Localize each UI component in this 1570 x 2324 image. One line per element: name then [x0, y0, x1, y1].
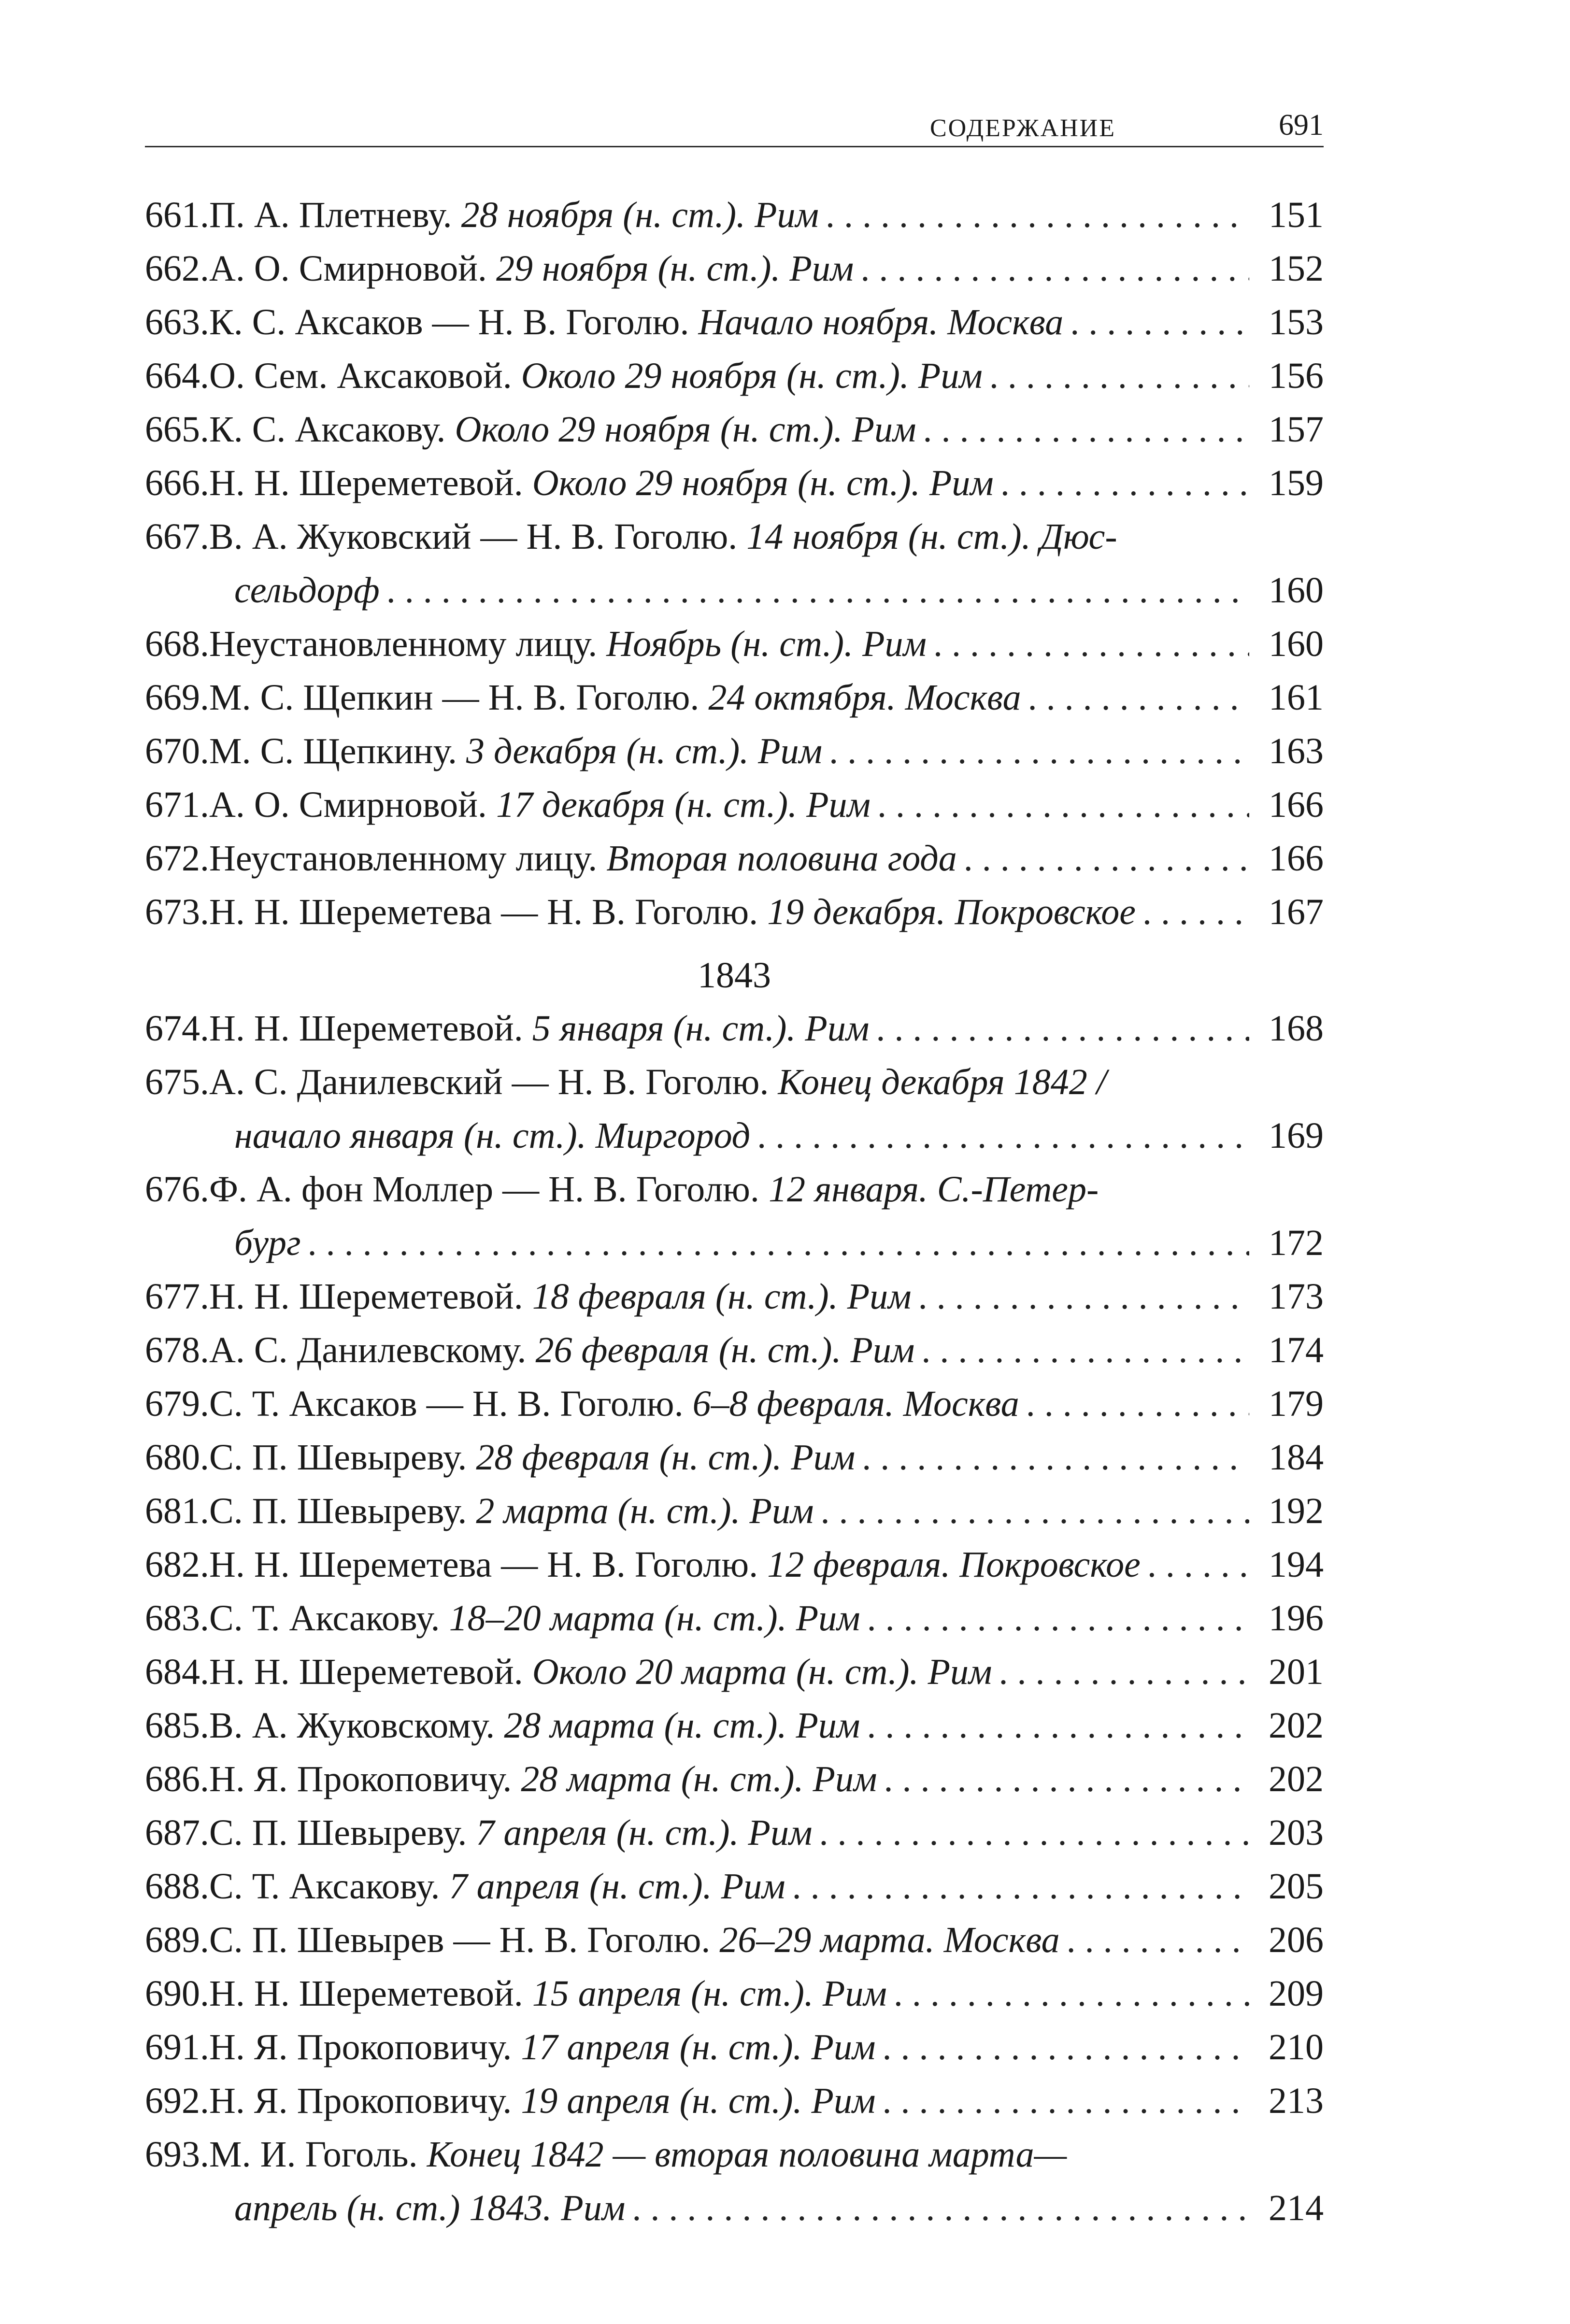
toc-line: [145, 2074, 1324, 2128]
entry-number: 671.: [145, 784, 209, 825]
toc-line: [145, 1377, 1324, 1431]
entry-title: [209, 832, 957, 885]
entry-title: [209, 1753, 877, 1806]
dot-leader: [826, 188, 1249, 242]
toc-line: [145, 510, 1324, 564]
entry-correspondent: В. А. Жуковский — Н. В. Гоголю.: [209, 516, 738, 557]
entry-number: 664.: [145, 356, 209, 396]
table-of-contents: [145, 188, 1324, 2235]
entry-title: [209, 1484, 814, 1538]
entry-date-place: Конец 1842 — вторая половина марта—: [427, 2134, 1067, 2175]
entry-number: 689.: [145, 1920, 209, 1960]
entry-correspondent: Н. Н. Шереметевой.: [209, 1973, 523, 2014]
dot-leader: [921, 1324, 1249, 1377]
toc-line-continuation: [145, 564, 1324, 617]
entry-correspondent: М. С. Щепкин — Н. В. Гоголю.: [209, 677, 699, 718]
entry-title: [209, 349, 983, 403]
dot-leader: [308, 1216, 1249, 1270]
entry-number: 672.: [145, 838, 209, 879]
toc-line: [145, 403, 1324, 456]
entry-title: [209, 456, 994, 510]
entry-date-place-continuation: апрель (н. ст.) 1843. Рим: [234, 2188, 626, 2228]
entry-page: 167: [1269, 892, 1324, 932]
entry-title: [209, 1860, 785, 1913]
entry-title: [209, 510, 1117, 564]
toc-line: [145, 1699, 1324, 1753]
toc-entry: [145, 2074, 1324, 2128]
entry-date-place-continuation: сельдорф: [234, 570, 380, 611]
entry-date-place: 28 марта (н. ст.). Рим: [521, 1759, 877, 1799]
entry-date-place: 19 апреля (н. ст.). Рим: [521, 2081, 876, 2121]
dot-leader: [862, 1431, 1249, 1484]
toc-line: [145, 1002, 1324, 1055]
entry-page: 157: [1269, 409, 1324, 450]
dot-leader: [882, 2021, 1249, 2074]
entry-date-place: Ноябрь (н. ст.). Рим: [606, 624, 927, 664]
entry-number: 684.: [145, 1652, 209, 1692]
entry-correspondent: Н. Н. Шереметевой.: [209, 1276, 523, 1317]
entry-number: 691.: [145, 2027, 209, 2067]
entry-number: 688.: [145, 1866, 209, 1907]
entry-title: [209, 1002, 869, 1055]
toc-entry: [145, 778, 1324, 832]
entry-date-place: 15 апреля (н. ст.). Рим: [532, 1973, 887, 2014]
toc-line: [145, 725, 1324, 778]
entry-date-place: 29 ноября (н. ст.). Рим: [496, 248, 854, 289]
toc-line: [145, 1163, 1324, 1216]
toc-line: [145, 1484, 1324, 1538]
entry-title: [209, 1913, 1060, 1967]
entry-number: 677.: [145, 1276, 209, 1317]
entry-page: 202: [1269, 1759, 1324, 1799]
entry-number: 666.: [145, 463, 209, 503]
entry-number: 661.: [145, 195, 209, 235]
entry-title: [209, 778, 871, 832]
entry-title: [209, 1538, 1141, 1592]
toc-entry: [145, 1431, 1324, 1484]
dot-leader: [882, 2074, 1249, 2128]
entry-number: 692.: [145, 2081, 209, 2121]
toc-entry: [145, 1270, 1324, 1324]
toc-line: [145, 885, 1324, 939]
entry-page: 194: [1269, 1544, 1324, 1585]
toc-line: [145, 1055, 1324, 1109]
dot-leader: [877, 778, 1249, 832]
entry-number: 686.: [145, 1759, 209, 1799]
entry-page: 152: [1269, 248, 1324, 289]
entry-number: 682.: [145, 1544, 209, 1585]
toc-group-1842: [145, 188, 1324, 939]
entry-title: [209, 1163, 1099, 1216]
entry-page: 161: [1269, 677, 1324, 718]
dot-leader: [1067, 1913, 1249, 1967]
toc-line: [145, 1431, 1324, 1484]
entry-correspondent: Н. Я. Прокоповичу.: [209, 2027, 512, 2067]
dot-leader: [999, 1645, 1249, 1699]
entry-date-place: 28 марта (н. ст.). Рим: [504, 1705, 860, 1746]
toc-entry: [145, 1163, 1324, 1270]
entry-page: 203: [1269, 1812, 1324, 1853]
entry-title: [209, 1431, 855, 1484]
toc-line: [145, 671, 1324, 725]
entry-correspondent: В. А. Жуковскому.: [209, 1705, 495, 1746]
dot-leader: [1147, 1538, 1249, 1592]
entry-number: 690.: [145, 1973, 209, 2014]
entry-correspondent: Н. Н. Шереметевой.: [209, 1008, 523, 1049]
dot-leader: [632, 2181, 1249, 2235]
entry-date-place: 14 ноября (н. ст.). Дюс-: [746, 516, 1117, 557]
toc-entry: [145, 1002, 1324, 1055]
toc-entry: [145, 349, 1324, 403]
entry-number: 665.: [145, 409, 209, 450]
toc-line: [145, 1645, 1324, 1699]
entry-number: 674.: [145, 1008, 209, 1049]
entry-title: [209, 1324, 914, 1377]
toc-entry: [145, 1753, 1324, 1806]
toc-line: [145, 778, 1324, 832]
entry-correspondent: Неустановленному лицу.: [209, 838, 598, 879]
entry-title: [209, 2128, 1067, 2181]
entry-correspondent: Н. Н. Шереметева — Н. В. Гоголю.: [209, 892, 758, 932]
toc-line: [145, 296, 1324, 349]
toc-line: [145, 2021, 1324, 2074]
entry-number: 683.: [145, 1598, 209, 1639]
toc-line: [145, 188, 1324, 242]
entry-number: 675.: [145, 1062, 209, 1102]
entry-page: 206: [1269, 1920, 1324, 1960]
toc-entry: [145, 1699, 1324, 1753]
entry-page: 166: [1269, 838, 1324, 879]
entry-correspondent: А. С. Данилевскому.: [209, 1330, 527, 1370]
dot-leader: [820, 1484, 1249, 1538]
entry-page: 172: [1269, 1223, 1324, 1263]
toc-entry: [145, 1055, 1324, 1163]
entry-page: 166: [1269, 784, 1324, 825]
page-number: 691: [1269, 108, 1324, 143]
entry-page: 163: [1269, 731, 1324, 771]
entry-correspondent: К. С. Аксакову.: [209, 409, 446, 450]
entry-date-place: 19 декабря. Покровское: [767, 892, 1136, 932]
toc-entry: [145, 885, 1324, 939]
entry-date-place: 17 апреля (н. ст.). Рим: [521, 2027, 876, 2067]
toc-entry: [145, 403, 1324, 456]
entry-number: 676.: [145, 1169, 209, 1210]
entry-date-place-continuation: бург: [234, 1223, 301, 1263]
toc-line: [145, 1753, 1324, 1806]
toc-entry: [145, 1860, 1324, 1913]
entry-title: [209, 885, 1136, 939]
toc-line-continuation: [145, 2181, 1324, 2235]
entry-page: 179: [1269, 1383, 1324, 1424]
entry-correspondent: Н. Я. Прокоповичу.: [209, 1759, 512, 1799]
entry-number: 693.: [145, 2134, 209, 2175]
toc-entry: [145, 510, 1324, 617]
entry-correspondent: С. П. Шевыреву.: [209, 1491, 467, 1531]
toc-line-continuation: [145, 1109, 1324, 1163]
toc-entry: [145, 1324, 1324, 1377]
dot-leader: [757, 1109, 1249, 1163]
entry-correspondent: А. О. Смирновой.: [209, 784, 487, 825]
toc-entry: [145, 2128, 1324, 2235]
entry-title: [209, 403, 916, 456]
entry-title-continuation: [234, 1109, 750, 1163]
toc-entry: [145, 2021, 1324, 2074]
entry-title-continuation: [234, 1216, 301, 1270]
entry-date-place: 6–8 февраля. Москва: [692, 1383, 1019, 1424]
entry-date-place: Около 29 ноября (н. ст.). Рим: [455, 409, 916, 450]
entry-date-place: 28 февраля (н. ст.). Рим: [476, 1437, 856, 1478]
toc-line: [145, 1806, 1324, 1860]
toc-entry: [145, 456, 1324, 510]
dot-leader: [1142, 885, 1249, 939]
dot-leader: [386, 564, 1249, 617]
dot-leader: [1028, 671, 1249, 725]
toc-line: [145, 1270, 1324, 1324]
entry-correspondent: Н. Н. Шереметевой.: [209, 463, 523, 503]
entry-correspondent: С. Т. Аксакову.: [209, 1866, 440, 1907]
entry-page: 156: [1269, 356, 1324, 396]
entry-date-place: 17 декабря (н. ст.). Рим: [496, 784, 871, 825]
entry-title: [209, 2021, 875, 2074]
entry-number: 667.: [145, 516, 209, 557]
entry-title-continuation: [234, 2181, 625, 2235]
toc-line: [145, 1324, 1324, 1377]
dot-leader: [829, 725, 1249, 778]
entry-date-place: 5 января (н. ст.). Рим: [532, 1008, 870, 1049]
entry-number: 687.: [145, 1812, 209, 1853]
entry-title: [209, 1270, 912, 1324]
entry-number: 668.: [145, 624, 209, 664]
entry-correspondent: А. О. Смирновой.: [209, 248, 487, 289]
header-rule: [145, 146, 1324, 147]
toc-line: [145, 1538, 1324, 1592]
entry-title: [209, 1806, 812, 1860]
entry-page: 202: [1269, 1705, 1324, 1746]
dot-leader: [792, 1860, 1249, 1913]
toc-entry: [145, 296, 1324, 349]
entry-date-place: 7 апреля (н. ст.). Рим: [449, 1866, 785, 1907]
entry-title: [209, 725, 822, 778]
dot-leader: [918, 1270, 1249, 1324]
entry-page: 184: [1269, 1437, 1324, 1478]
dot-leader: [819, 1806, 1249, 1860]
toc-group-1843: [145, 1002, 1324, 2235]
entry-date-place: Около 29 ноября (н. ст.). Рим: [532, 463, 994, 503]
toc-line: [145, 349, 1324, 403]
entry-page: 192: [1269, 1491, 1324, 1531]
toc-line: [145, 2128, 1324, 2181]
toc-line: [145, 456, 1324, 510]
entry-date-place: 12 февраля. Покровское: [767, 1544, 1141, 1585]
entry-title: [209, 296, 1063, 349]
entry-correspondent: А. С. Данилевский — Н. В. Гоголю.: [209, 1062, 769, 1102]
entry-title: [209, 671, 1021, 725]
dot-leader: [1026, 1377, 1249, 1431]
dot-leader: [964, 832, 1249, 885]
running-title: СОДЕРЖАНИЕ: [925, 114, 1121, 143]
entry-page: 210: [1269, 2027, 1324, 2067]
entry-page: 196: [1269, 1598, 1324, 1639]
entry-number: 685.: [145, 1705, 209, 1746]
entry-number: 673.: [145, 892, 209, 932]
toc-line: [145, 1592, 1324, 1645]
entry-title: [209, 1645, 992, 1699]
entry-page: 174: [1269, 1330, 1324, 1370]
entry-page: 213: [1269, 2081, 1324, 2121]
entry-date-place: 24 октября. Москва: [708, 677, 1021, 718]
entry-page: 214: [1269, 2188, 1324, 2228]
toc-entry: [145, 1538, 1324, 1592]
year-heading: 1843: [698, 955, 771, 996]
dot-leader: [989, 349, 1249, 403]
entry-title: [209, 1967, 887, 2021]
entry-page: 209: [1269, 1973, 1324, 2014]
entry-date-place: Около 29 ноября (н. ст.). Рим: [521, 356, 983, 396]
dot-leader: [867, 1699, 1249, 1753]
entry-page: 151: [1269, 195, 1324, 235]
toc-line: [145, 617, 1324, 671]
entry-correspondent: С. Т. Аксакову.: [209, 1598, 440, 1639]
toc-entry: [145, 617, 1324, 671]
entry-correspondent: Н. Н. Шереметевой.: [209, 1652, 523, 1692]
entry-correspondent: С. П. Шевыреву.: [209, 1437, 467, 1478]
entry-date-place: 18 февраля (н. ст.). Рим: [532, 1276, 912, 1317]
entry-correspondent: С. Т. Аксаков — Н. В. Гоголю.: [209, 1383, 684, 1424]
entry-number: 663.: [145, 302, 209, 342]
entry-date-place-continuation: начало января (н. ст.). Миргород: [234, 1115, 751, 1156]
entry-date-place: Конец декабря 1842 /: [778, 1062, 1107, 1102]
entry-correspondent: С. П. Шевырев — Н. В. Гоголю.: [209, 1920, 711, 1960]
entry-page: 153: [1269, 302, 1324, 342]
entry-title: [209, 1592, 860, 1645]
toc-entry: [145, 1913, 1324, 1967]
entry-title-continuation: [234, 564, 380, 617]
toc-entry: [145, 1484, 1324, 1538]
toc-line: [145, 1860, 1324, 1913]
toc-entry: [145, 1592, 1324, 1645]
entry-date-place: Около 20 марта (н. ст.). Рим: [532, 1652, 992, 1692]
entry-date-place: 2 марта (н. ст.). Рим: [476, 1491, 814, 1531]
entry-correspondent: Неустановленному лицу.: [209, 624, 598, 664]
entry-correspondent: К. С. Аксаков — Н. В. Гоголю.: [209, 302, 689, 342]
dot-leader: [884, 1753, 1249, 1806]
entry-correspondent: М. С. Щепкину.: [209, 731, 457, 771]
entry-number: 670.: [145, 731, 209, 771]
entry-correspondent: С. П. Шевыреву.: [209, 1812, 467, 1853]
toc-entry: [145, 725, 1324, 778]
entry-number: 680.: [145, 1437, 209, 1478]
toc-line: [145, 1967, 1324, 2021]
dot-leader: [923, 403, 1249, 456]
entry-title: [209, 1377, 1019, 1431]
toc-entry: [145, 671, 1324, 725]
entry-page: 159: [1269, 463, 1324, 503]
dot-leader: [1070, 296, 1249, 349]
entry-title: [209, 188, 819, 242]
entry-correspondent: П. А. Плетневу.: [209, 195, 452, 235]
entry-correspondent: Н. Я. Прокоповичу.: [209, 2081, 512, 2121]
toc-entry: [145, 1806, 1324, 1860]
entry-title: [209, 242, 854, 296]
entry-title: [209, 1055, 1107, 1109]
dot-leader: [1000, 456, 1249, 510]
toc-line-continuation: [145, 1216, 1324, 1270]
page-header: [145, 104, 1324, 157]
entry-number: 678.: [145, 1330, 209, 1370]
entry-title: [209, 2074, 875, 2128]
toc-entry: [145, 1377, 1324, 1431]
entry-title: [209, 1699, 860, 1753]
entry-title: [209, 617, 927, 671]
entry-page: 173: [1269, 1276, 1324, 1317]
entry-correspondent: Ф. А. фон Моллер — Н. В. Гоголю.: [209, 1169, 759, 1210]
entry-date-place: 12 января. С.-Петер-: [768, 1169, 1099, 1210]
dot-leader: [876, 1002, 1249, 1055]
toc-line: [145, 832, 1324, 885]
entry-page: 201: [1269, 1652, 1324, 1692]
entry-date-place: 18–20 марта (н. ст.). Рим: [449, 1598, 860, 1639]
toc-entry: [145, 242, 1324, 296]
toc-entry: [145, 832, 1324, 885]
entry-date-place: 26 февраля (н. ст.). Рим: [535, 1330, 915, 1370]
dot-leader: [860, 242, 1249, 296]
toc-entry: [145, 188, 1324, 242]
entry-page: 169: [1269, 1115, 1324, 1156]
entry-number: 681.: [145, 1491, 209, 1531]
entry-date-place: Вторая половина года: [606, 838, 957, 879]
entry-correspondent: Н. Н. Шереметева — Н. В. Гоголю.: [209, 1544, 758, 1585]
dot-leader: [933, 617, 1249, 671]
entry-page: 160: [1269, 570, 1324, 611]
entry-number: 662.: [145, 248, 209, 289]
entry-date-place: 3 декабря (н. ст.). Рим: [466, 731, 823, 771]
entry-number: 669.: [145, 677, 209, 718]
entry-date-place: 28 ноября (н. ст.). Рим: [461, 195, 819, 235]
entry-number: 679.: [145, 1383, 209, 1424]
entry-correspondent: М. И. Гоголь.: [209, 2134, 418, 2175]
toc-entry: [145, 1645, 1324, 1699]
entry-page: 160: [1269, 624, 1324, 664]
dot-leader: [867, 1592, 1249, 1645]
dot-leader: [894, 1967, 1249, 2021]
entry-date-place: 26–29 марта. Москва: [719, 1920, 1060, 1960]
toc-entry: [145, 1967, 1324, 2021]
entry-date-place: 7 апреля (н. ст.). Рим: [476, 1812, 813, 1853]
entry-correspondent: О. Сем. Аксаковой.: [209, 356, 512, 396]
toc-line: [145, 1913, 1324, 1967]
entry-date-place: Начало ноября. Москва: [698, 302, 1064, 342]
entry-page: 168: [1269, 1008, 1324, 1049]
entry-page: 205: [1269, 1866, 1324, 1907]
toc-line: [145, 242, 1324, 296]
